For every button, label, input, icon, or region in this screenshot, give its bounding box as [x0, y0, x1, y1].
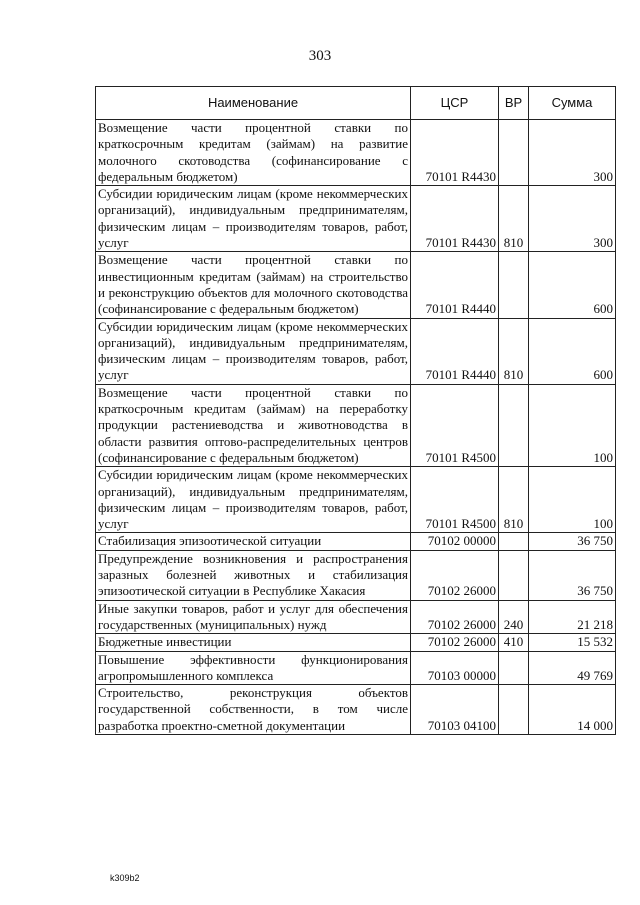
row-vr: 810	[499, 467, 529, 533]
table-row	[96, 318, 616, 384]
row-vr: 810	[499, 186, 529, 252]
row-vr	[499, 384, 529, 466]
header-name: Наименование	[96, 87, 411, 120]
table-header-row	[96, 87, 616, 120]
header-csr: ЦСР	[411, 87, 499, 120]
table-row	[96, 685, 616, 735]
row-sum: 15 532	[529, 634, 616, 651]
row-vr	[499, 120, 529, 186]
row-vr	[499, 651, 529, 685]
row-name: Иные закупки товаров, работ и услуг для обеспечения государственных (муниципальных) нужд	[96, 600, 411, 634]
row-sum: 14 000	[529, 685, 616, 735]
row-csr: 70101 R4430	[411, 186, 499, 252]
row-vr	[499, 550, 529, 600]
row-csr: 70101 R4440	[411, 252, 499, 318]
row-name: Возмещение части процентной ставки по краткосрочным кредитам (займам) на развитие молочного скотоводства (софинансирование с федеральным бюджетом)	[96, 120, 411, 186]
row-csr: 70101 R4440	[411, 318, 499, 384]
row-vr: 240	[499, 600, 529, 634]
table-row	[96, 120, 616, 186]
row-vr	[499, 533, 529, 550]
row-sum: 100	[529, 384, 616, 466]
row-sum: 49 769	[529, 651, 616, 685]
row-sum: 600	[529, 318, 616, 384]
row-sum: 300	[529, 186, 616, 252]
row-csr: 70101 R4500	[411, 384, 499, 466]
document-code: k309b2	[110, 873, 140, 883]
row-name: Возмещение части процентной ставки по краткосрочным кредитам (займам) на переработку продукции растениеводства и животноводства в области развития оптово-распределительных центров (софинансирование с федеральным бюджетом)	[96, 384, 411, 466]
row-name: Предупреждение возникновения и распространения заразных болезней животных и стабилизация эпизоотической ситуации в Республике Хакасия	[96, 550, 411, 600]
table-row	[96, 384, 616, 466]
row-vr: 810	[499, 318, 529, 384]
row-sum: 36 750	[529, 550, 616, 600]
row-name: Субсидии юридическим лицам (кроме некоммерческих организаций), индивидуальным предпринимателям, физическим лицам – производителям товаров, работ, услуг	[96, 186, 411, 252]
row-vr: 410	[499, 634, 529, 651]
table-row	[96, 651, 616, 685]
row-name: Строительство, реконструкция объектов государственной собственности, в том числе разработка проектно-сметной документации	[96, 685, 411, 735]
row-name: Повышение эффективности функционирования агропромышленного комплекса	[96, 651, 411, 685]
row-csr: 70101 R4430	[411, 120, 499, 186]
table-row	[96, 550, 616, 600]
header-vr: ВР	[499, 87, 529, 120]
budget-table	[95, 86, 616, 735]
row-csr: 70103 00000	[411, 651, 499, 685]
row-name: Субсидии юридическим лицам (кроме некоммерческих организаций), индивидуальным предпринимателям, физическим лицам – производителям товаров, работ, услуг	[96, 467, 411, 533]
row-csr: 70101 R4500	[411, 467, 499, 533]
row-vr	[499, 685, 529, 735]
table-row	[96, 533, 616, 550]
table-row	[96, 634, 616, 651]
table-row	[96, 600, 616, 634]
row-name: Возмещение части процентной ставки по инвестиционным кредитам (займам) на строительство и реконструкцию объектов для молочного скотоводства (софинансирование с федеральным бюджетом)	[96, 252, 411, 318]
row-csr: 70102 26000	[411, 550, 499, 600]
header-sum: Сумма	[529, 87, 616, 120]
row-csr: 70102 00000	[411, 533, 499, 550]
row-sum: 600	[529, 252, 616, 318]
row-name: Субсидии юридическим лицам (кроме некоммерческих организаций), индивидуальным предпринимателям, физическим лицам – производителям товаров, работ, услуг	[96, 318, 411, 384]
page-number: 303	[308, 48, 332, 64]
row-sum: 100	[529, 467, 616, 533]
row-vr	[499, 252, 529, 318]
row-sum: 300	[529, 120, 616, 186]
row-csr: 70102 26000	[411, 634, 499, 651]
row-csr: 70103 04100	[411, 685, 499, 735]
table-row	[96, 252, 616, 318]
row-csr: 70102 26000	[411, 600, 499, 634]
row-name: Бюджетные инвестиции	[96, 634, 411, 651]
row-name: Стабилизация эпизоотической ситуации	[96, 533, 411, 550]
table-row	[96, 186, 616, 252]
row-sum: 21 218	[529, 600, 616, 634]
row-sum: 36 750	[529, 533, 616, 550]
table-row	[96, 467, 616, 533]
